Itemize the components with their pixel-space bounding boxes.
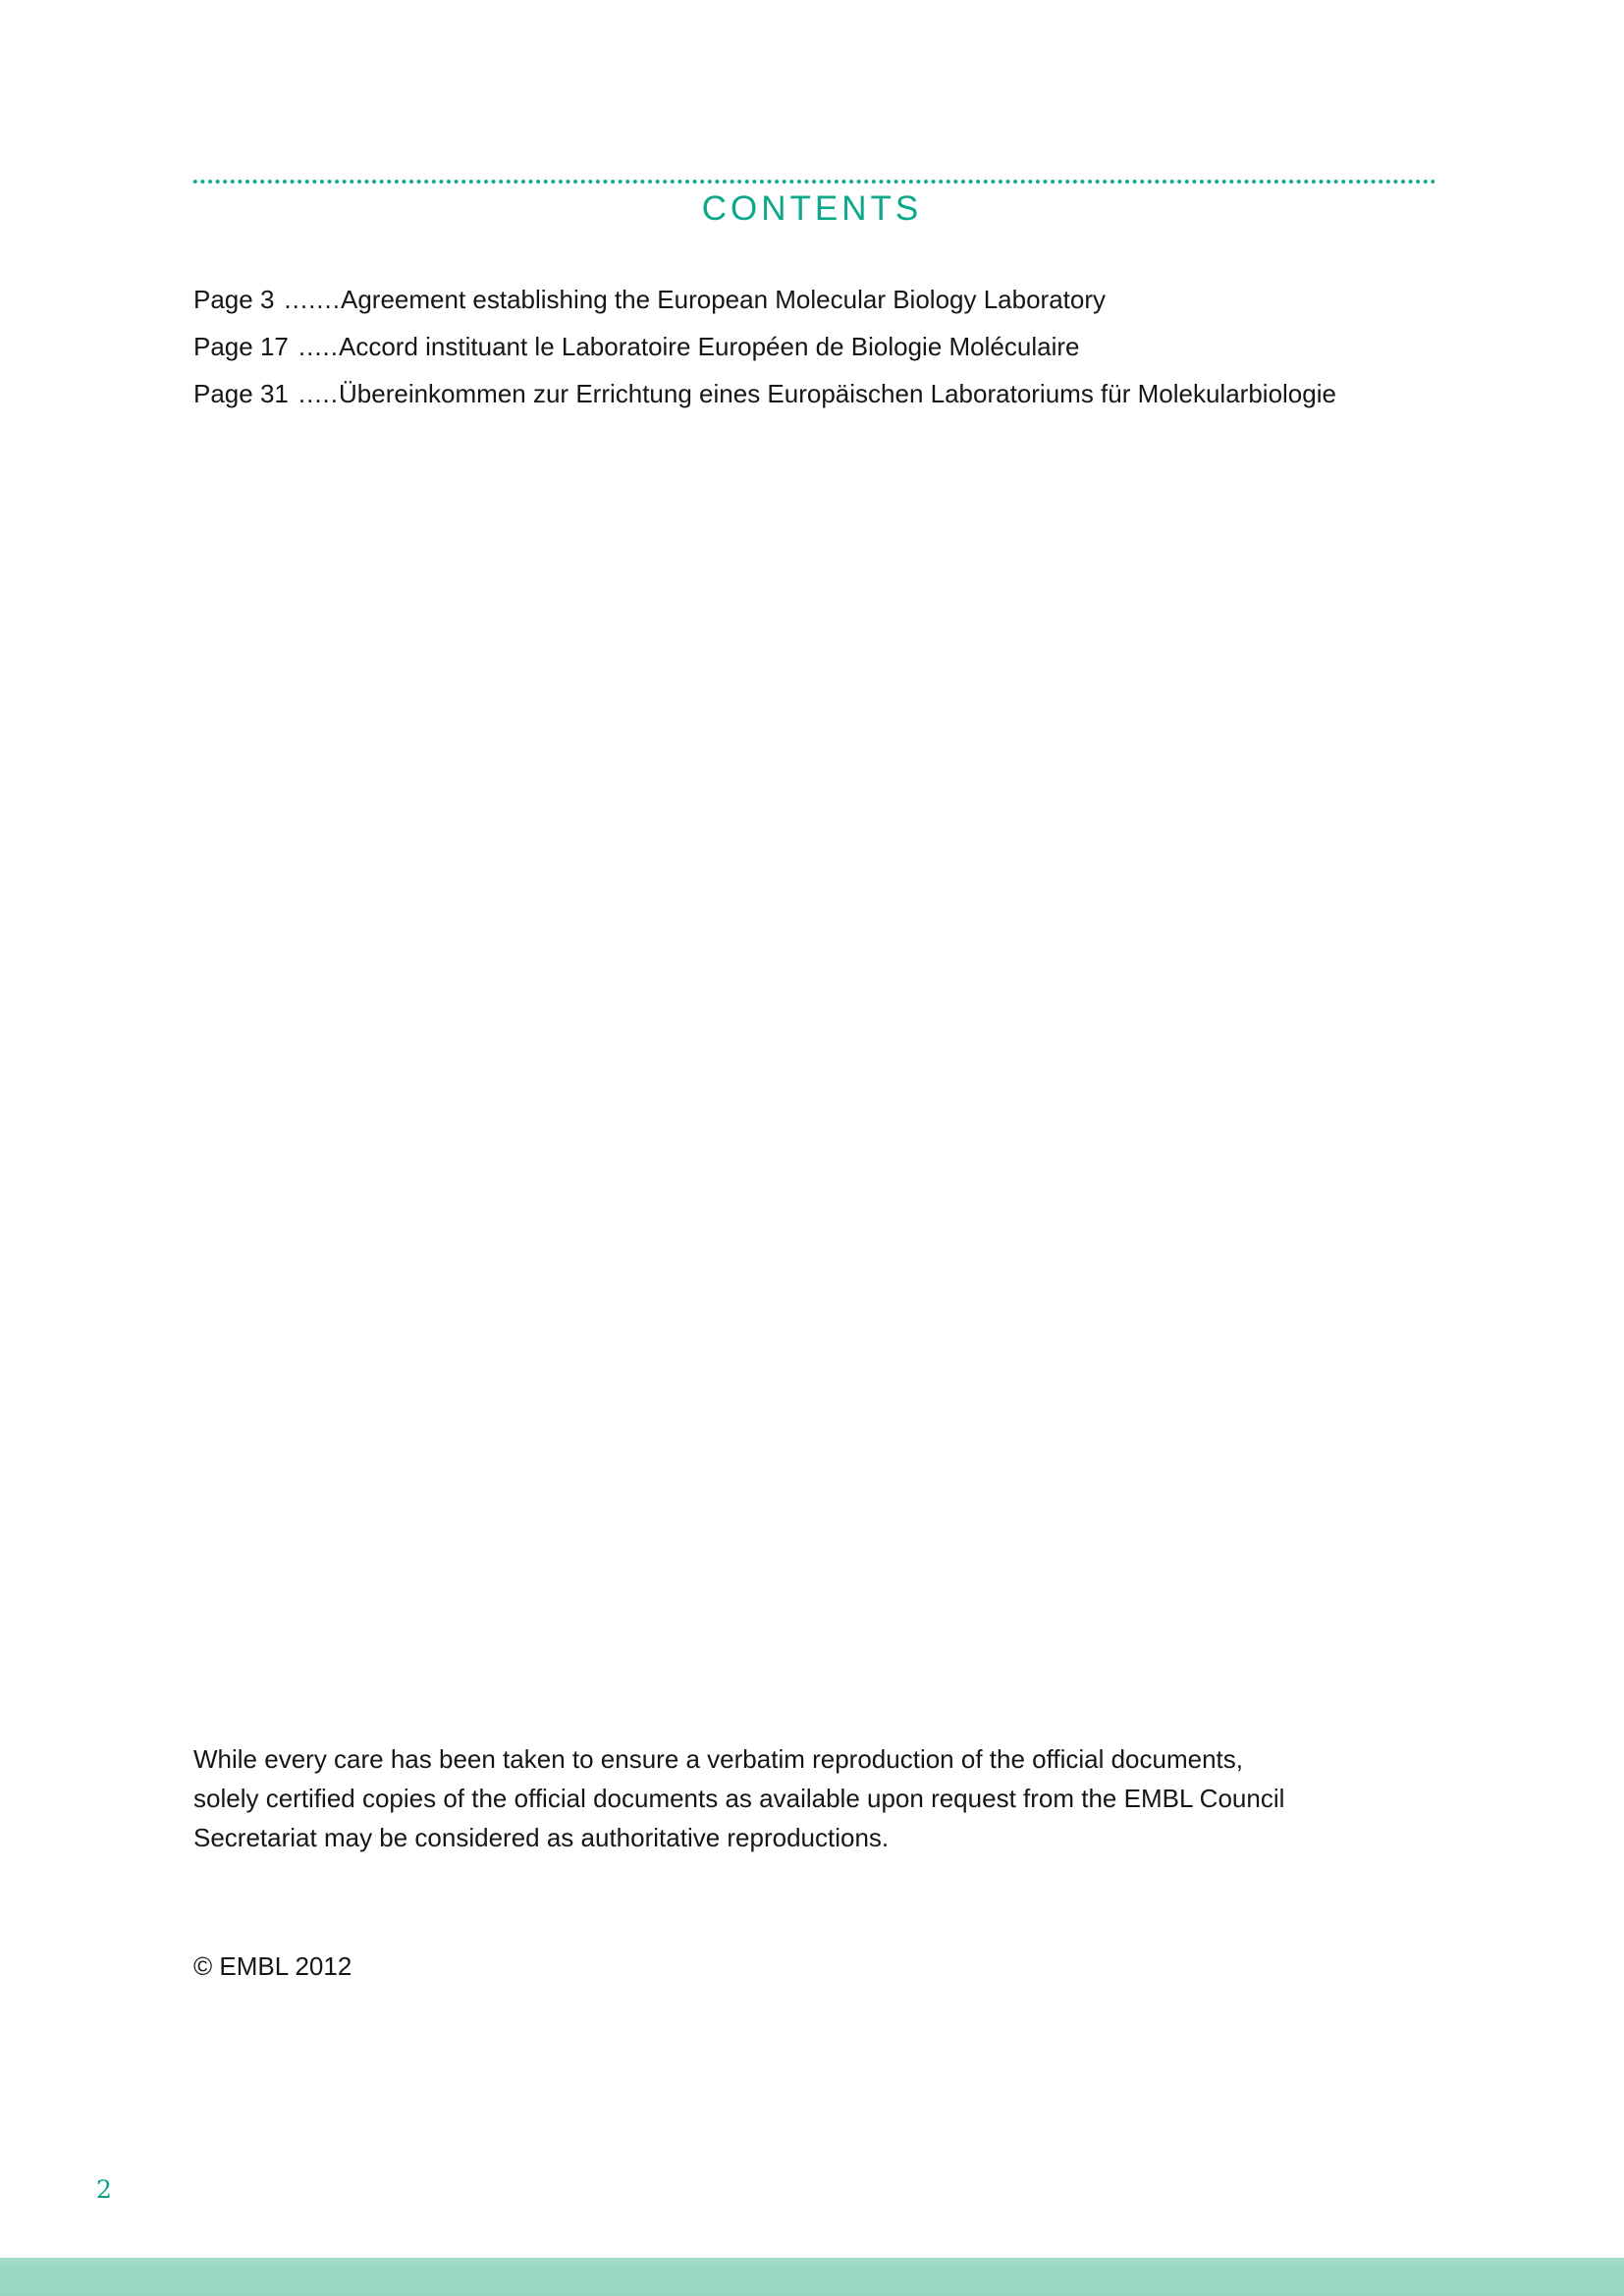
toc-page-label: Page 31 bbox=[193, 379, 289, 408]
toc-entry-title: Accord instituant le Laboratoire Européen de Biologie Moléculaire bbox=[339, 332, 1080, 361]
page-title: CONTENTS bbox=[701, 189, 923, 228]
toc-leader-dots: ....... bbox=[284, 285, 341, 314]
copyright-line: © EMBL 2012 bbox=[193, 1951, 352, 1981]
toc-entry bbox=[193, 276, 1565, 323]
toc-page-label: Page 17 bbox=[193, 332, 289, 361]
toc-entry bbox=[193, 370, 1565, 417]
toc-entry bbox=[193, 323, 1565, 370]
toc-page-label: Page 3 bbox=[193, 285, 275, 314]
table-of-contents bbox=[193, 276, 1565, 417]
toc-leader-dots: ..... bbox=[298, 379, 339, 408]
disclaimer-text bbox=[193, 1739, 1431, 1857]
page-number: 2 bbox=[96, 2175, 112, 2204]
disclaimer-line: Secretariat may be considered as authoritative reproductions. bbox=[193, 1823, 890, 1852]
footer-bar bbox=[0, 2258, 1624, 2296]
toc-entry-title: Agreement establishing the European Molecular Biology Laboratory bbox=[340, 285, 1107, 314]
dotted-divider bbox=[191, 178, 1435, 186]
toc-entry-title: Übereinkommen zur Errichtung eines Europäischen Laboratoriums für Molekularbiologie bbox=[339, 379, 1336, 408]
toc-leader-dots: ..... bbox=[298, 332, 339, 361]
disclaimer-line: solely certified copies of the official documents as available upon request from the EMBL Council bbox=[193, 1784, 1285, 1813]
disclaimer-line: While every care has been taken to ensure a verbatim reproduction of the official documents, bbox=[193, 1744, 1243, 1774]
